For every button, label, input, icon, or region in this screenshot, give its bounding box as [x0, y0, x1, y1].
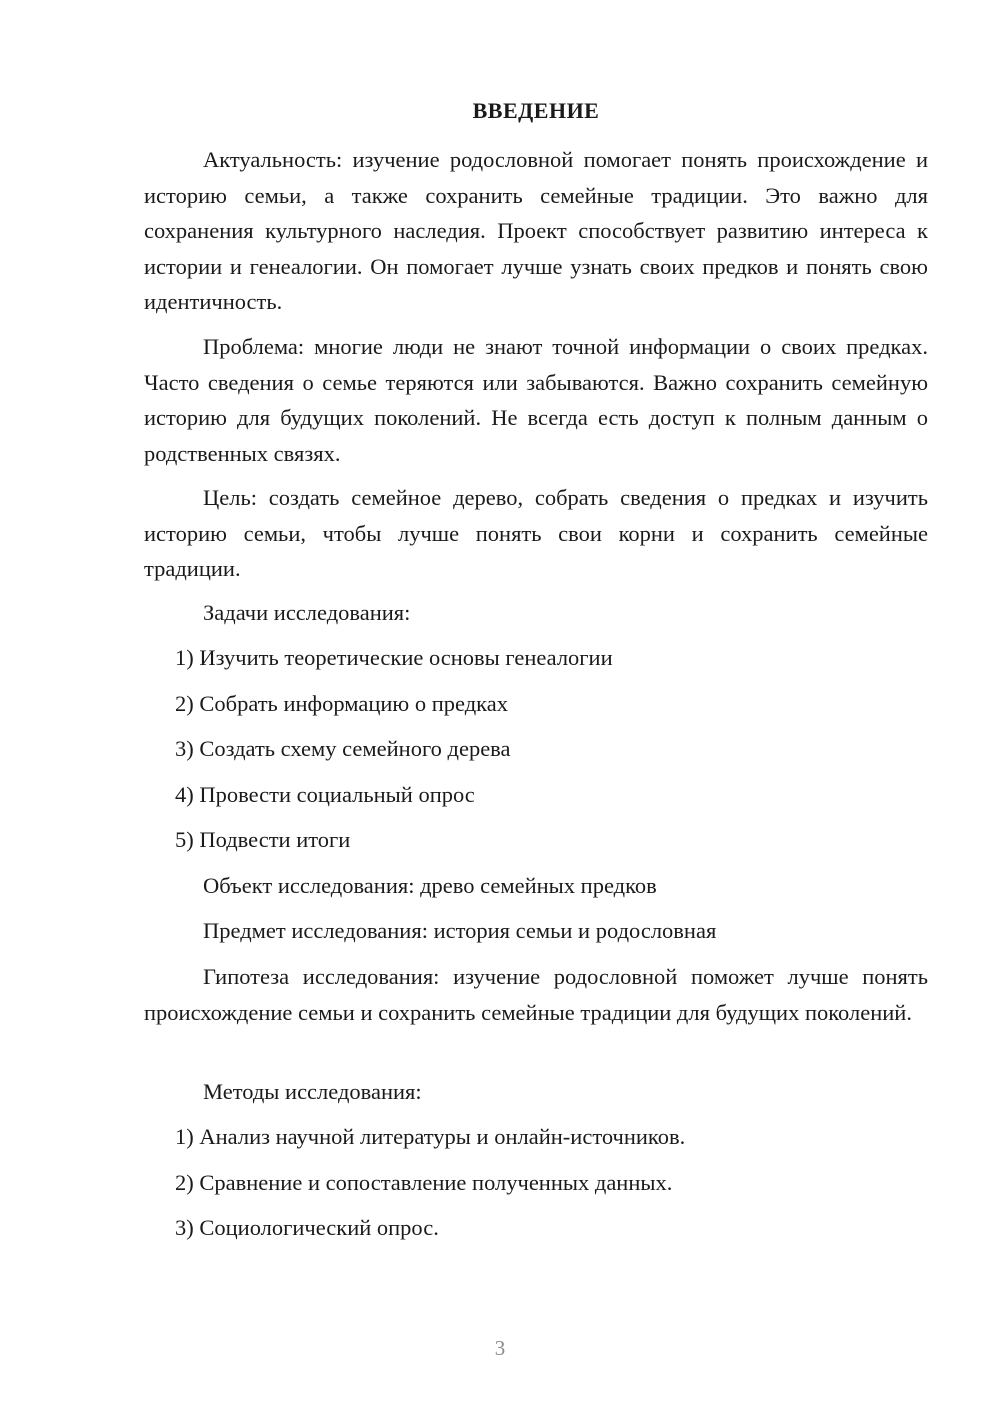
- task-item-3: 3) Создать схему семейного дерева: [175, 736, 511, 761]
- methods-heading: Методы исследования:: [203, 1079, 422, 1104]
- tasks-heading: Задачи исследования:: [203, 600, 411, 625]
- problem-paragraph: Проблема: многие люди не знают точной информации о своих предках. Часто сведения о семье теряются или забываются. Важно сохранить семейную историю для будущих поколений. Не всегда есть доступ к полным данным о родственных связях.: [144, 334, 928, 466]
- page-number: 3: [494, 1336, 506, 1360]
- method-item-1: 1) Анализ научной литературы и онлайн-источников.: [175, 1124, 686, 1149]
- relevance-paragraph: Актуальность: изучение родословной помогает понять происхождение и историю семьи, а также сохранить семейные традиции. Это важно для сохранения культурного наследия. Проект способствует развитию интереса к истории и генеалогии. Он помогает лучше узнать своих предков и понять свою идентичность.: [144, 147, 928, 314]
- goal-paragraph: Цель: создать семейное дерево, собрать сведения о предках и изучить историю семьи, чтобы лучше понять свои корни и сохранить семейные традиции.: [144, 485, 928, 581]
- method-item-3: 3) Социологический опрос.: [175, 1215, 439, 1240]
- research-subject: Предмет исследования: история семьи и родословная: [203, 918, 717, 943]
- task-item-1: 1) Изучить теоретические основы генеалогии: [175, 645, 613, 670]
- task-item-2: 2) Собрать информацию о предках: [175, 691, 508, 716]
- method-item-2: 2) Сравнение и сопоставление полученных данных.: [175, 1170, 673, 1195]
- task-item-5: 5) Подвести итоги: [175, 827, 351, 852]
- research-object: Объект исследования: древо семейных предков: [203, 873, 657, 898]
- hypothesis-paragraph: Гипотеза исследования: изучение родословной поможет лучше понять происхождение семьи и сохранить семейные традиции для будущих поколений.: [144, 964, 928, 1025]
- section-title: ВВЕДЕНИЕ: [472, 98, 600, 123]
- task-item-4: 4) Провести социальный опрос: [175, 782, 475, 807]
